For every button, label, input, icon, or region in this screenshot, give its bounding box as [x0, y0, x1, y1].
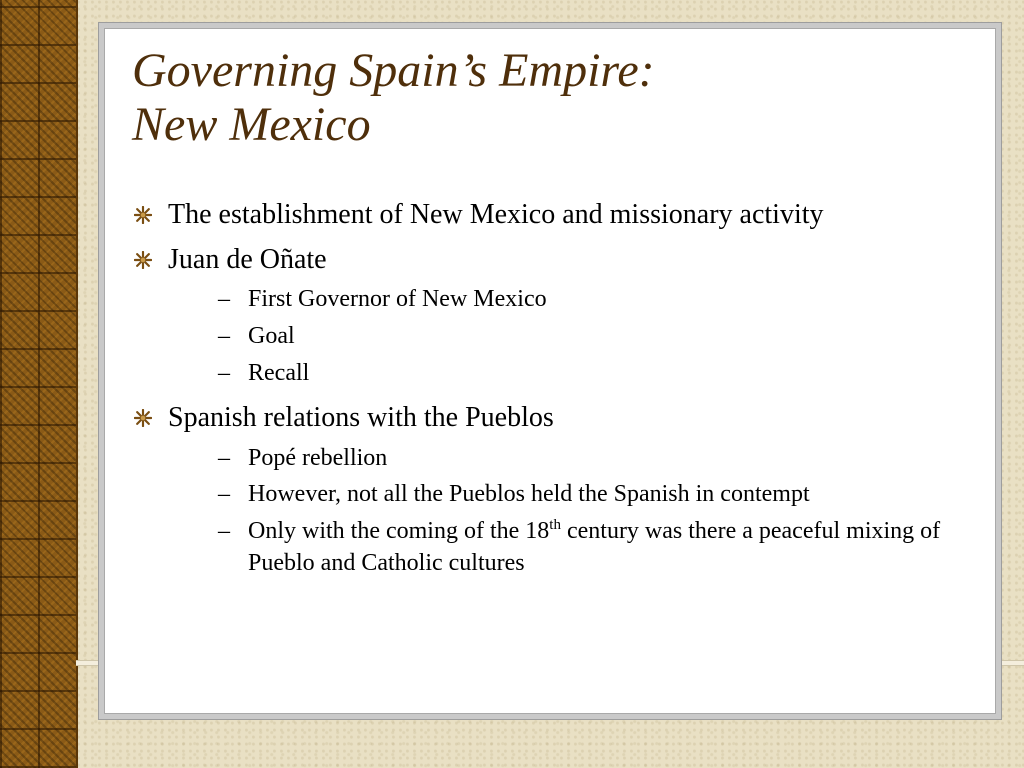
sub-bullet-18th-century	[168, 516, 982, 580]
sub-bullet-recall	[168, 358, 982, 390]
bullet-text: Spanish relations with the Pueblos	[168, 401, 554, 433]
slide-title-line-1: Governing Spain’s Empire:	[132, 44, 655, 97]
sub-bullet-text: However, not all the Pueblos held the Spanish in contempt	[248, 481, 810, 508]
bullet-establishment	[132, 198, 982, 232]
starburst-bullet-icon	[134, 409, 152, 427]
bullet-text: The establishment of New Mexico and missionary activity	[168, 199, 824, 230]
bullet-spanish-relations	[132, 401, 982, 580]
sub-bullet-text-part: century was there a peaceful mixing of Pueblo and Catholic cultures	[248, 518, 941, 577]
sub-bullet-text: First Governor of New Mexico	[248, 286, 547, 313]
sub-bullet-first-governor	[168, 284, 982, 316]
starburst-bullet-icon	[134, 206, 152, 224]
dash-marker: –	[218, 481, 230, 508]
slide-title	[132, 44, 655, 152]
sub-bullet-goal	[168, 321, 982, 353]
bullet-juan-de-onate	[132, 243, 982, 390]
bullet-list	[132, 198, 982, 585]
sub-bullet-list	[168, 443, 982, 581]
sub-bullet-not-all-pueblos	[168, 479, 982, 511]
sub-bullet-text	[248, 518, 940, 576]
dash-marker: –	[218, 444, 230, 471]
dash-marker: –	[218, 286, 230, 313]
dash-marker: –	[218, 323, 230, 350]
ordinal-suffix: th	[549, 517, 561, 534]
sub-bullet-text: Recall	[248, 360, 310, 386]
sub-bullet-list	[168, 284, 982, 390]
sub-bullet-pope-rebellion	[168, 443, 982, 475]
starburst-bullet-icon	[134, 251, 152, 269]
sub-bullet-text-part: Only with the coming of the 18	[248, 518, 550, 545]
slide-title-line-2: New Mexico	[132, 97, 371, 151]
decorative-wood-stripe	[0, 0, 78, 768]
dash-marker: –	[218, 360, 230, 386]
dash-marker: –	[218, 518, 230, 545]
sub-bullet-text: Goal	[248, 323, 295, 350]
bullet-text: Juan de Oñate	[168, 243, 327, 275]
sub-bullet-text: Popé rebellion	[248, 444, 388, 471]
